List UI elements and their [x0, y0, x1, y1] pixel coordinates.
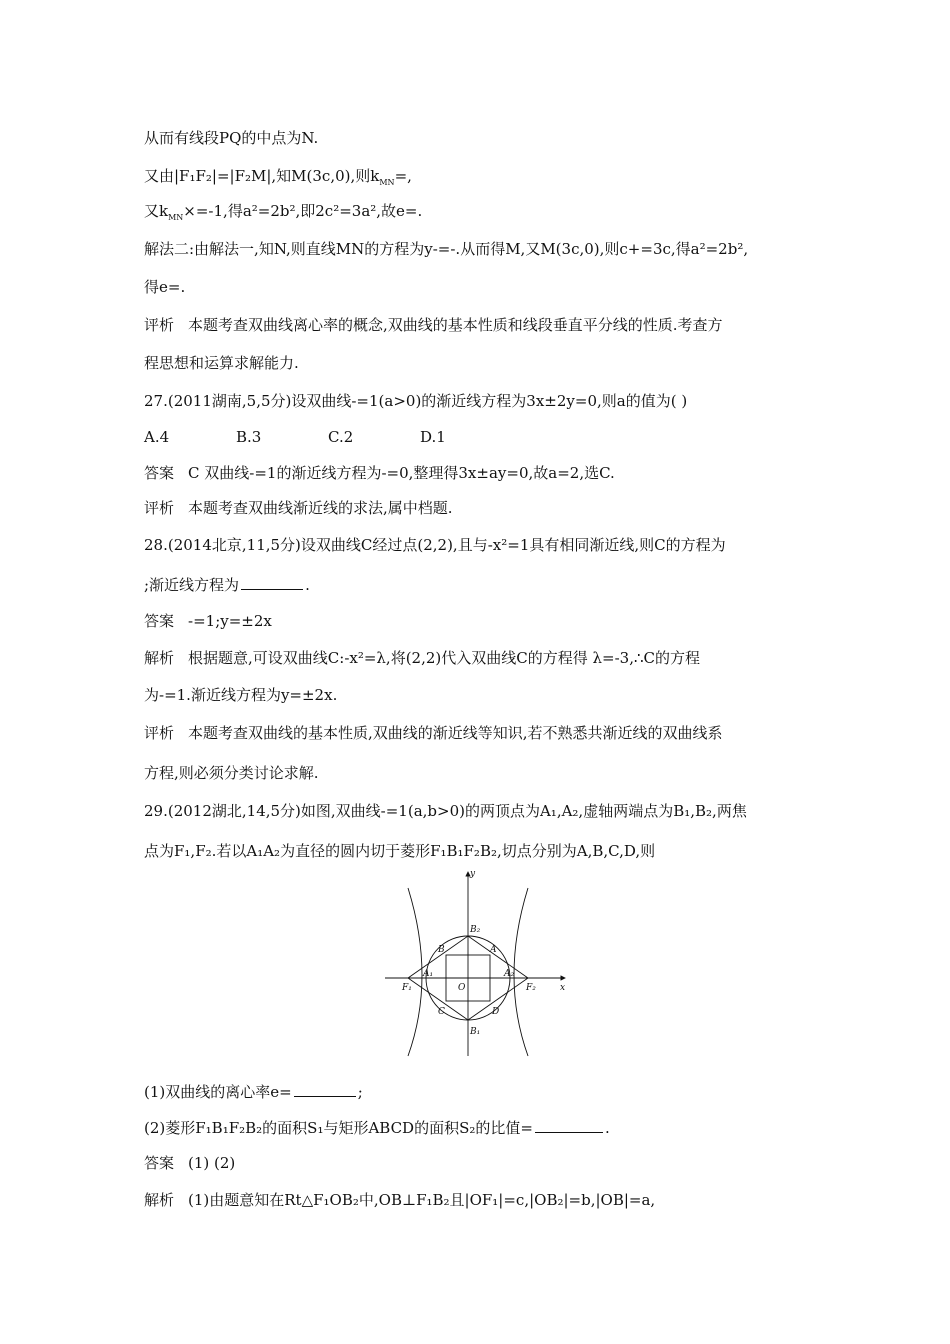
- label-b2: B₂: [470, 925, 481, 935]
- label-c: C: [438, 1007, 445, 1017]
- option-b: B.3: [236, 428, 262, 446]
- label-b1: B₁: [470, 1027, 481, 1037]
- text-line: 又$k_{MN}\times=-1$,得a²=2b²,即2c²=3a²,故e=.: [144, 202, 423, 222]
- fill-blank: [241, 575, 303, 590]
- text-line: 评析 本题考查双曲线渐近线的求法,属中档题.: [144, 499, 453, 517]
- label-a2: A₂: [504, 969, 515, 979]
- text-line: 又由|F₁F₂|=|F₂M|,知M(3c,0),则$k_{MN}=$,: [144, 167, 412, 187]
- comment-tag: 评析: [144, 724, 175, 742]
- analysis-tag: 解析: [144, 649, 175, 667]
- answer-options: [144, 427, 512, 447]
- label-f1: F₁: [402, 983, 412, 993]
- question-29: 29.(2012湖北,14,5分)如图,双曲线-=1(a,b>0)的两顶点为A₁,A₂,虚轴两端点为B₁,B₂,两焦: [144, 802, 747, 820]
- text-line: 答案 -=1;y=±2x: [144, 612, 272, 630]
- analysis-tag: 解析: [144, 1191, 175, 1209]
- label-x: x: [560, 983, 566, 993]
- hyperbola-right-branch: [514, 888, 528, 1056]
- fill-blank: [535, 1118, 603, 1133]
- text-line: 答案 C 双曲线-=1的渐近线方程为-=0,整理得3x±ay=0,故a=2,选C.: [144, 464, 615, 482]
- option-a: A.4: [144, 428, 170, 446]
- comment-tag: 评析: [144, 499, 175, 517]
- text-line: 为-=1.渐近线方程为y=±2x.: [144, 686, 338, 704]
- text-line: 解法二:由解法一,知N,则直线MN的方程为y-=-.从而得M,又M(3c,0),则c+=3c,得a²=2b²,: [144, 240, 749, 258]
- label-a1: A₁: [423, 969, 434, 979]
- hyperbola-left-branch: [408, 888, 422, 1056]
- text-line: 点为F₁,F₂.若以A₁A₂为直径的圆内切于菱形F₁B₁F₂B₂,切点分别为A,B,C,D,则: [144, 842, 656, 860]
- text-line: ;渐近线方程为 .: [144, 576, 310, 594]
- answer-tag: 答案: [144, 464, 175, 482]
- text-line: 解析 (1)由题意知在Rt△F₁OB₂中,OB⊥F₁B₂且|OF₁|=c,|OB₂|=b,|OB|=a,: [144, 1191, 656, 1209]
- text-line: (1)双曲线的离心率e= ;: [144, 1083, 363, 1101]
- label-b: B: [438, 945, 445, 955]
- fill-blank: [294, 1082, 356, 1097]
- text-line: 解析 根据题意,可设双曲线C:-x²=λ,将(2,2)代入双曲线C的方程得 λ=-3,∴C的方程: [144, 649, 700, 667]
- question-27: 27.(2011湖南,5,5分)设双曲线-=1(a>0)的渐近线方程为3x±2y=0,则a的值为( ): [144, 392, 688, 410]
- text-line: 评析 本题考查双曲线离心率的概念,双曲线的基本性质和线段垂直平分线的性质.考查方: [144, 316, 723, 334]
- text-line: 方程,则必须分类讨论求解.: [144, 764, 319, 782]
- figure-labels: [401, 869, 565, 1037]
- label-f2: F₂: [526, 983, 536, 993]
- label-o: O: [458, 983, 466, 993]
- text-line: 从而有线段PQ的中点为N.: [144, 129, 319, 147]
- text-line: (2)菱形F₁B₁F₂B₂的面积S₁与矩形ABCD的面积S₂的比值= .: [144, 1119, 610, 1137]
- text-line: 程思想和运算求解能力.: [144, 354, 299, 372]
- option-c: C.2: [328, 428, 354, 446]
- label-y: y: [470, 869, 476, 879]
- answer-tag: 答案: [144, 612, 175, 630]
- label-a: A: [490, 945, 497, 955]
- answer-tag: 答案: [144, 1154, 175, 1172]
- text-line: 评析 本题考查双曲线的基本性质,双曲线的渐近线等知识,若不熟悉共渐近线的双曲线系: [144, 724, 723, 742]
- label-d: D: [492, 1007, 500, 1017]
- text-line: 得e=.: [144, 278, 186, 296]
- question-28: 28.(2014北京,11,5分)设双曲线C经过点(2,2),且与-x²=1具有相同渐近线,则C的方程为: [144, 536, 726, 554]
- comment-tag: 评析: [144, 316, 175, 334]
- option-d: D.1: [420, 428, 446, 446]
- hyperbola-rhombus-figure: [380, 868, 572, 1060]
- text-line: 答案 (1) (2): [144, 1154, 236, 1172]
